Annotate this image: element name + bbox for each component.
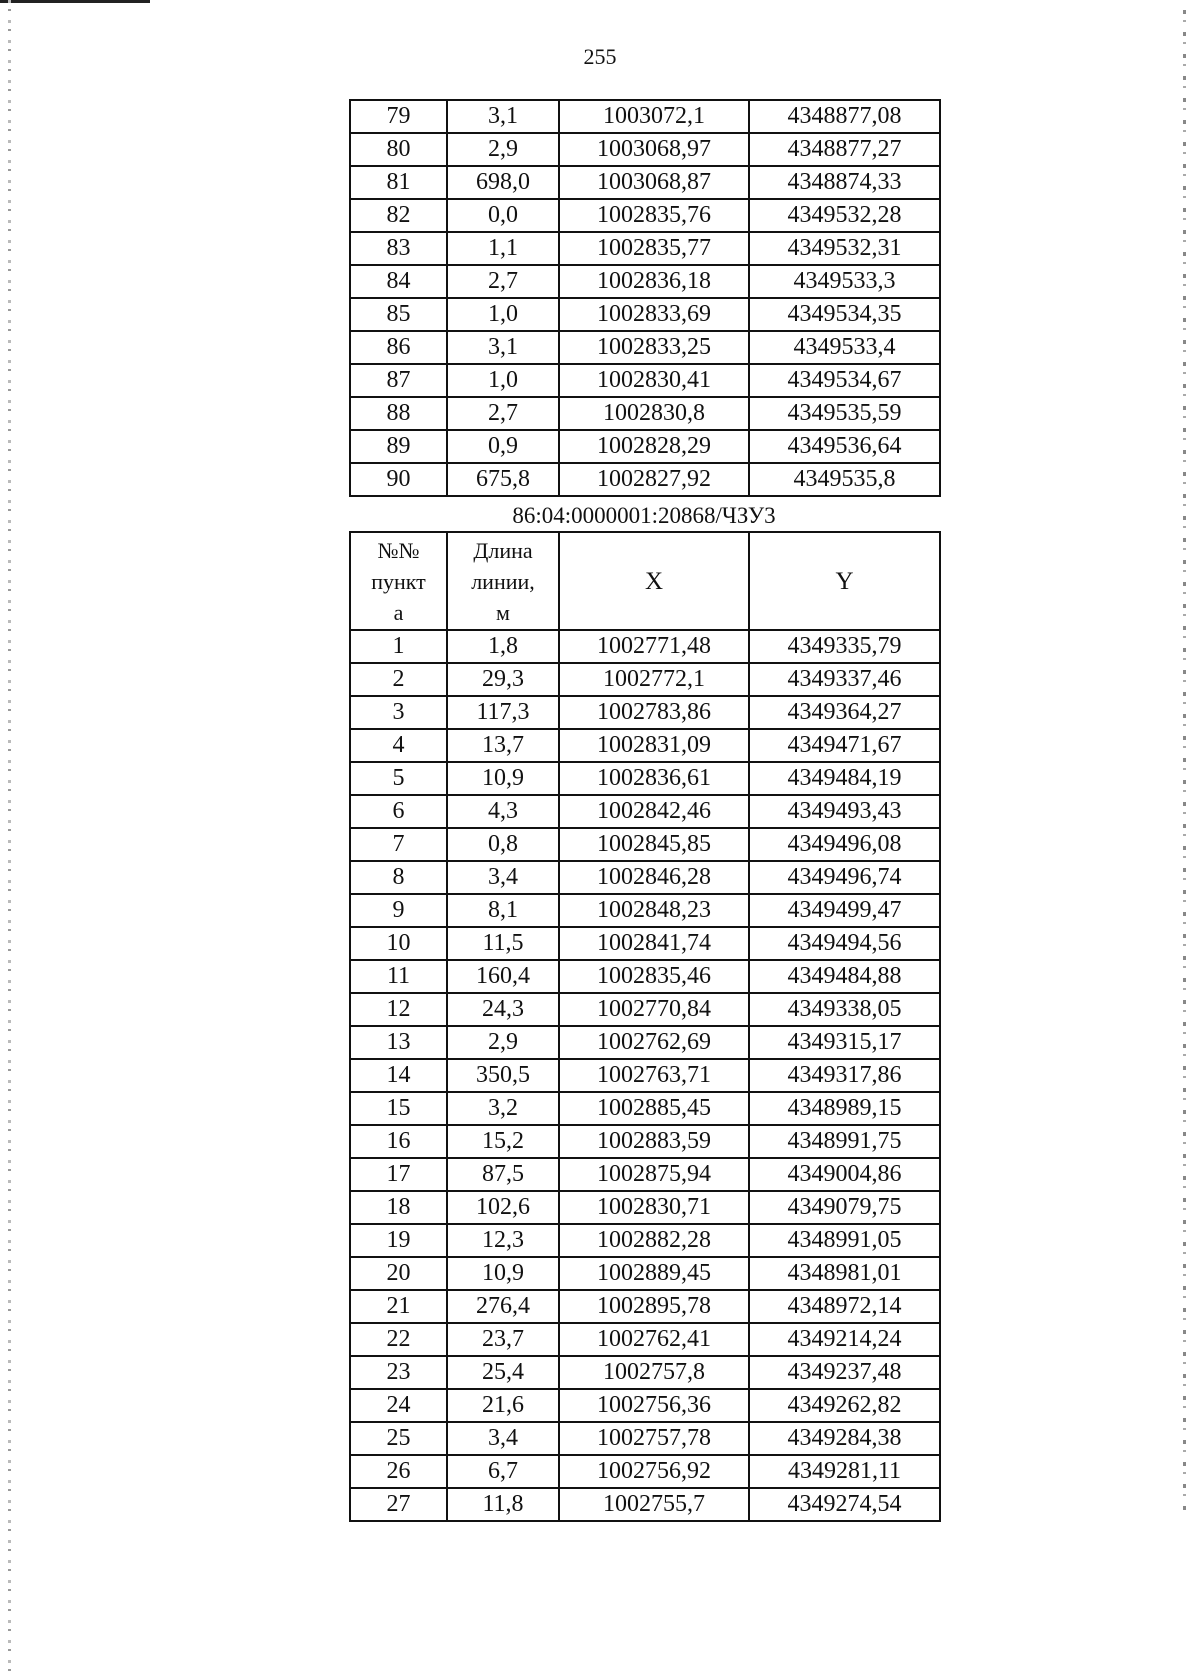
cell-y: 4348874,33: [749, 166, 940, 199]
cell-y: 4349338,05: [749, 993, 940, 1026]
cell-point-number: 82: [350, 199, 447, 232]
cell-x: 1002885,45: [559, 1092, 749, 1125]
cell-y: 4348981,01: [749, 1257, 940, 1290]
cell-line-length: 1,0: [447, 298, 559, 331]
table-row: [350, 894, 940, 927]
table-row: [350, 828, 940, 861]
cell-point-number: 85: [350, 298, 447, 331]
cell-line-length: 2,7: [447, 397, 559, 430]
cell-line-length: 0,9: [447, 430, 559, 463]
cell-point-number: 16: [350, 1125, 447, 1158]
table-row: [350, 1389, 940, 1422]
cell-x: 1002846,28: [559, 861, 749, 894]
table-row: [350, 100, 940, 133]
cell-point-number: 23: [350, 1356, 447, 1389]
cell-y: 4349535,8: [749, 463, 940, 496]
table-row: [350, 861, 940, 894]
table-row: [350, 199, 940, 232]
cell-x: 1002889,45: [559, 1257, 749, 1290]
cell-line-length: 21,6: [447, 1389, 559, 1422]
cell-y: 4349471,67: [749, 729, 940, 762]
table-row: [350, 993, 940, 1026]
table-row: [350, 960, 940, 993]
table-row: [350, 1422, 940, 1455]
section-title: 86:04:0000001:20868/ЧЗУ3: [512, 503, 776, 528]
cell-y: 4349532,28: [749, 199, 940, 232]
cell-point-number: 9: [350, 894, 447, 927]
cell-x: 1002771,48: [559, 630, 749, 663]
cell-point-number: 26: [350, 1455, 447, 1488]
cell-point-number: 8: [350, 861, 447, 894]
table-row: [350, 1158, 940, 1191]
cell-y: 4348991,75: [749, 1125, 940, 1158]
cell-point-number: 4: [350, 729, 447, 762]
cell-point-number: 89: [350, 430, 447, 463]
cell-point-number: 84: [350, 265, 447, 298]
cell-x: 1002833,69: [559, 298, 749, 331]
cell-point-number: 24: [350, 1389, 447, 1422]
cell-line-length: 1,8: [447, 630, 559, 663]
cell-line-length: 117,3: [447, 696, 559, 729]
cell-y: 4349281,11: [749, 1455, 940, 1488]
table-row: [350, 166, 940, 199]
header-x: X: [559, 532, 749, 630]
cell-point-number: 80: [350, 133, 447, 166]
cell-x: 1002830,8: [559, 397, 749, 430]
cell-x: 1003068,87: [559, 166, 749, 199]
table-row: [350, 1488, 940, 1521]
cell-x: 1002835,77: [559, 232, 749, 265]
cell-line-length: 25,4: [447, 1356, 559, 1389]
cell-y: 4349536,64: [749, 430, 940, 463]
scan-corner-mark: [0, 0, 150, 3]
table-row: [350, 232, 940, 265]
cell-line-length: 12,3: [447, 1224, 559, 1257]
cell-line-length: 3,1: [447, 100, 559, 133]
cell-point-number: 13: [350, 1026, 447, 1059]
header-point-number-line: а: [393, 599, 404, 625]
cell-point-number: 20: [350, 1257, 447, 1290]
cell-point-number: 25: [350, 1422, 447, 1455]
cell-point-number: 10: [350, 927, 447, 960]
cell-y: 4349493,43: [749, 795, 940, 828]
cell-x: 1002828,29: [559, 430, 749, 463]
cell-line-length: 3,4: [447, 861, 559, 894]
cell-point-number: 88: [350, 397, 447, 430]
table-body: [350, 630, 940, 1521]
cell-line-length: 2,9: [447, 1026, 559, 1059]
header-point-number-line: №№: [377, 537, 420, 563]
cell-line-length: 24,3: [447, 993, 559, 1026]
table-row: [350, 1191, 940, 1224]
cell-y: 4349335,79: [749, 630, 940, 663]
header-y: Y: [749, 532, 940, 630]
cell-point-number: 18: [350, 1191, 447, 1224]
table-row: [350, 1125, 940, 1158]
cell-line-length: 23,7: [447, 1323, 559, 1356]
cell-y: 4349262,82: [749, 1389, 940, 1422]
table-row: [350, 364, 940, 397]
table-row: [350, 1257, 940, 1290]
cell-point-number: 5: [350, 762, 447, 795]
cell-y: 4349535,59: [749, 397, 940, 430]
cell-y: 4349534,67: [749, 364, 940, 397]
cell-x: 1002831,09: [559, 729, 749, 762]
cell-line-length: 15,2: [447, 1125, 559, 1158]
cell-point-number: 17: [350, 1158, 447, 1191]
table-row: [350, 331, 940, 364]
cell-point-number: 22: [350, 1323, 447, 1356]
cell-y: 4349484,88: [749, 960, 940, 993]
table-body: [350, 100, 940, 496]
cell-x: 1003072,1: [559, 100, 749, 133]
cell-line-length: 1,0: [447, 364, 559, 397]
cell-point-number: 12: [350, 993, 447, 1026]
cell-line-length: 87,5: [447, 1158, 559, 1191]
cell-y: 4348972,14: [749, 1290, 940, 1323]
cell-y: 4349499,47: [749, 894, 940, 927]
table-row: [350, 1455, 940, 1488]
cell-x: 1002756,92: [559, 1455, 749, 1488]
cell-x: 1003068,97: [559, 133, 749, 166]
cell-x: 1002836,18: [559, 265, 749, 298]
cell-x: 1002845,85: [559, 828, 749, 861]
cell-point-number: 21: [350, 1290, 447, 1323]
table-row: [350, 663, 940, 696]
cell-line-length: 3,2: [447, 1092, 559, 1125]
cell-line-length: 13,7: [447, 729, 559, 762]
cell-point-number: 7: [350, 828, 447, 861]
cell-y: 4349315,17: [749, 1026, 940, 1059]
cell-x: 1002848,23: [559, 894, 749, 927]
cell-y: 4349532,31: [749, 232, 940, 265]
table-row: [350, 397, 940, 430]
table-row: [350, 298, 940, 331]
table-row: [350, 463, 940, 496]
table-row: [350, 927, 940, 960]
cell-x: 1002835,76: [559, 199, 749, 232]
table-row: [350, 430, 940, 463]
cell-line-length: 276,4: [447, 1290, 559, 1323]
cell-x: 1002835,46: [559, 960, 749, 993]
table-row: [350, 1290, 940, 1323]
cell-line-length: 3,1: [447, 331, 559, 364]
page-number: 255: [583, 44, 617, 69]
cell-y: 4348991,05: [749, 1224, 940, 1257]
cell-point-number: 1: [350, 630, 447, 663]
table-row: [350, 1356, 940, 1389]
cell-x: 1002830,71: [559, 1191, 749, 1224]
cell-point-number: 87: [350, 364, 447, 397]
cell-x: 1002841,74: [559, 927, 749, 960]
cell-point-number: 27: [350, 1488, 447, 1521]
table-row: [350, 1026, 940, 1059]
cell-x: 1002755,7: [559, 1488, 749, 1521]
cell-y: 4348989,15: [749, 1092, 940, 1125]
header-line-length-line: Длина: [473, 537, 533, 563]
table-row: [350, 630, 940, 663]
cell-y: 4349284,38: [749, 1422, 940, 1455]
cell-x: 1002830,41: [559, 364, 749, 397]
table-row: [350, 729, 940, 762]
cell-x: 1002842,46: [559, 795, 749, 828]
cell-x: 1002756,36: [559, 1389, 749, 1422]
cell-line-length: 10,9: [447, 1257, 559, 1290]
cell-y: 4349079,75: [749, 1191, 940, 1224]
cell-x: 1002762,69: [559, 1026, 749, 1059]
cell-point-number: 86: [350, 331, 447, 364]
cell-line-length: 350,5: [447, 1059, 559, 1092]
cell-line-length: 0,0: [447, 199, 559, 232]
cell-x: 1002836,61: [559, 762, 749, 795]
table-row: [350, 1323, 940, 1356]
cell-point-number: 81: [350, 166, 447, 199]
cell-y: 4349004,86: [749, 1158, 940, 1191]
cell-x: 1002883,59: [559, 1125, 749, 1158]
cell-x: 1002895,78: [559, 1290, 749, 1323]
cell-y: 4349533,4: [749, 331, 940, 364]
header-line-length: [447, 532, 559, 630]
cell-y: 4349484,19: [749, 762, 940, 795]
cell-point-number: 11: [350, 960, 447, 993]
cell-x: 1002882,28: [559, 1224, 749, 1257]
cell-point-number: 14: [350, 1059, 447, 1092]
cell-y: 4349317,86: [749, 1059, 940, 1092]
cell-point-number: 6: [350, 795, 447, 828]
header-line-length-line: м: [496, 599, 510, 625]
table-row: [350, 762, 940, 795]
cell-line-length: 698,0: [447, 166, 559, 199]
cell-x: 1002875,94: [559, 1158, 749, 1191]
cell-point-number: 15: [350, 1092, 447, 1125]
cell-line-length: 102,6: [447, 1191, 559, 1224]
cell-y: 4349237,48: [749, 1356, 940, 1389]
cell-y: 4349533,3: [749, 265, 940, 298]
cell-line-length: 3,4: [447, 1422, 559, 1455]
table-row: [350, 133, 940, 166]
cell-line-length: 10,9: [447, 762, 559, 795]
cell-x: 1002783,86: [559, 696, 749, 729]
cell-point-number: 3: [350, 696, 447, 729]
cell-point-number: 79: [350, 100, 447, 133]
coordinates-table: [349, 531, 941, 1522]
header-point-number: [350, 532, 447, 630]
cell-line-length: 0,8: [447, 828, 559, 861]
cell-line-length: 2,9: [447, 133, 559, 166]
scan-left-edge: [8, 0, 11, 1678]
cell-x: 1002827,92: [559, 463, 749, 496]
cell-point-number: 90: [350, 463, 447, 496]
cell-point-number: 19: [350, 1224, 447, 1257]
cell-x: 1002833,25: [559, 331, 749, 364]
cell-y: 4348877,27: [749, 133, 940, 166]
cell-y: 4349274,54: [749, 1488, 940, 1521]
table-row: [350, 795, 940, 828]
cell-y: 4349496,08: [749, 828, 940, 861]
scan-right-edge: [1183, 10, 1186, 1510]
table-row: [350, 1059, 940, 1092]
cell-point-number: 83: [350, 232, 447, 265]
cell-y: 4348877,08: [749, 100, 940, 133]
cell-y: 4349534,35: [749, 298, 940, 331]
cell-y: 4349337,46: [749, 663, 940, 696]
cell-line-length: 4,3: [447, 795, 559, 828]
header-point-number-line: пункт: [371, 568, 426, 594]
cell-line-length: 11,5: [447, 927, 559, 960]
cell-y: 4349496,74: [749, 861, 940, 894]
cell-line-length: 2,7: [447, 265, 559, 298]
cell-line-length: 1,1: [447, 232, 559, 265]
table-header-row: [350, 532, 940, 630]
cell-y: 4349214,24: [749, 1323, 940, 1356]
cell-line-length: 8,1: [447, 894, 559, 927]
table-row: [350, 1092, 940, 1125]
cell-line-length: 11,8: [447, 1488, 559, 1521]
cell-x: 1002763,71: [559, 1059, 749, 1092]
cell-x: 1002757,78: [559, 1422, 749, 1455]
table-row: [350, 265, 940, 298]
cell-x: 1002772,1: [559, 663, 749, 696]
cell-point-number: 2: [350, 663, 447, 696]
cell-x: 1002762,41: [559, 1323, 749, 1356]
coordinates-table-continued: [349, 99, 941, 497]
cell-x: 1002770,84: [559, 993, 749, 1026]
cell-x: 1002757,8: [559, 1356, 749, 1389]
table-row: [350, 696, 940, 729]
cell-line-length: 675,8: [447, 463, 559, 496]
header-line-length-line: линии,: [471, 568, 535, 594]
cell-y: 4349494,56: [749, 927, 940, 960]
cell-y: 4349364,27: [749, 696, 940, 729]
cell-line-length: 6,7: [447, 1455, 559, 1488]
cell-line-length: 160,4: [447, 960, 559, 993]
cell-line-length: 29,3: [447, 663, 559, 696]
table-row: [350, 1224, 940, 1257]
